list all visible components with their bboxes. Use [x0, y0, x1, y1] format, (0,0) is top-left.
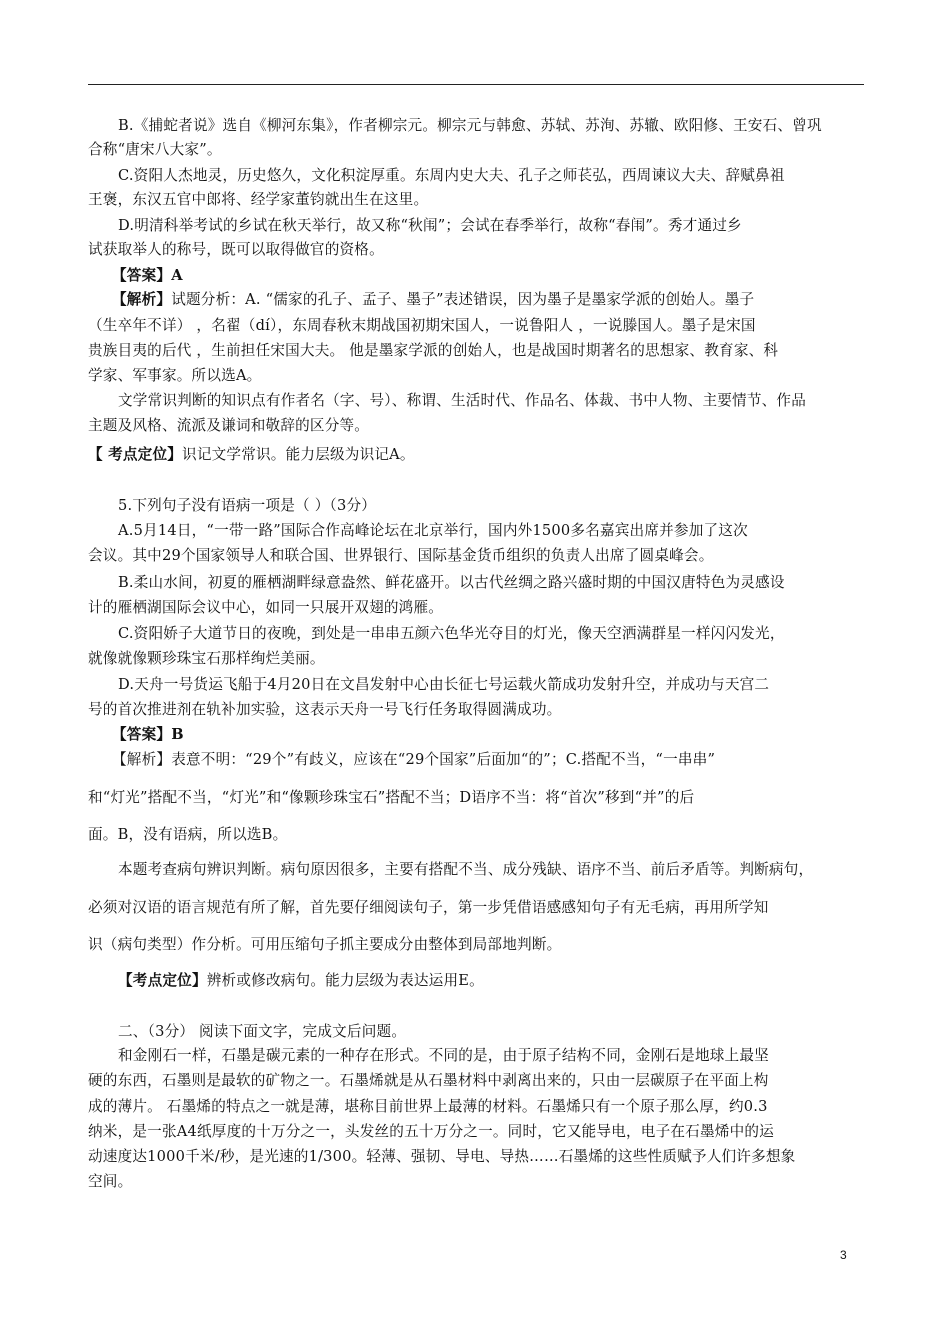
answer-value: A: [171, 267, 183, 284]
note-5-line-3: 识（病句类型）作分析。可用压缩句子抓主要成分由整体到局部地判断。: [88, 936, 562, 953]
option-c-line-1: C.资阳人杰地灵，历史悠久，文化积淀厚重。东周内史大夫、孔子之师苌弘，西周谏议大夫、辞赋鼻祖: [118, 167, 785, 184]
q5-option-b-line-1: B.柔山水间，初夏的雁栖湖畔绿意盎然、鲜花盛开。以古代丝绸之路兴盛时期的中国汉唐特色为灵感设: [118, 574, 785, 591]
analysis-1-line-1: [112, 290, 754, 310]
page-number: 3: [840, 1248, 847, 1262]
q5-option-c-line-2: 就像就像颗珍珠宝石那样绚烂美丽。: [88, 650, 325, 667]
option-b-line-2: 合称“唐宋八大家”。: [88, 141, 222, 158]
option-d-line-2: 试获取举人的称号，既可以取得做官的资格。: [88, 241, 384, 258]
q5-option-d-line-1: D.天舟一号货运飞船于4月20日在文昌发射中心由长征七号运载火箭成功发射升空，并成功与天宫二: [118, 676, 770, 693]
answer-label: 【答案】: [112, 726, 172, 743]
answer-1: [112, 266, 183, 286]
analysis-5-line-1: [112, 750, 715, 770]
q5-option-d-line-2: 号的首次推进剂在轨补加实验，这表示天舟一号飞行任务取得圆满成功。: [88, 701, 562, 718]
option-d-line-1: D.明清科举考试的乡试在秋天举行，故又称“秋闱”；会试在春季举行，故称“春闱”。秀才通过乡: [118, 217, 742, 234]
option-b-line-1: B.《捕蛇者说》选自《柳河东集》，作者柳宗元。柳宗元与韩愈、苏轼、苏洵、苏辙、欧阳修、王安石、曾巩: [118, 117, 822, 134]
passage-line-5: 动速度达1000千米/秒，是光速的1/300。轻薄、强韧、导电、导热……石墨烯的这些性质赋予人们许多想象: [88, 1148, 796, 1165]
analysis-label: 【解析】: [112, 291, 172, 308]
question-5-stem: 5.下列句子没有语病一项是（ ）（3分）: [118, 497, 377, 514]
answer-value: B: [171, 726, 184, 743]
passage-line-2: 硬的东西，石墨则是最软的矿物之一。石墨烯就是从石墨材料中剥离出来的，只由一层碳原子在平面上构: [88, 1072, 769, 1089]
passage-line-4: 纳米，是一张A4纸厚度的十万分之一，头发丝的五十万分之一。同时，它又能导电，电子在石墨烯中的运: [88, 1123, 774, 1140]
note-1-line-2: 主题及风格、流派及谦词和敬辞的区分等。: [88, 417, 370, 434]
analysis-text: 试题分析：A. “儒家的孔子、孟子、墨子”表述错误，因为墨子是墨家学派的创始人。墨子: [171, 291, 755, 308]
kaodian-label: 【考点定位】: [118, 972, 207, 989]
q5-option-a-line-1: A.5月14日，“一带一路”国际合作高峰论坛在北京举行，国内外1500多名嘉宾出席并参加了这次: [118, 522, 748, 539]
analysis-1-line-2: （生卒年不详） ，名翟（dí），东周春秋末期战国初期宋国人，一说鲁阳人 ，一说滕国人。墨子是宋国: [88, 317, 756, 334]
kaodian-1: [88, 445, 415, 465]
analysis-5-line-2: 和“灯光”搭配不当，“灯光”和“像颗珍珠宝石”搭配不当；D语序不当：将“首次”移到“并”的后: [88, 789, 695, 806]
kaodian-text: 识记文学常识。能力层级为识记A。: [182, 446, 415, 463]
kaodian-label: 【 考点定位】: [88, 446, 183, 463]
answer-5: [112, 725, 184, 745]
note-5-line-1: 本题考查病句辨识判断。病句原因很多，主要有搭配不当、成分残缺、语序不当、前后矛盾等。判断病句，: [118, 861, 814, 878]
analysis-1-line-4: 学家、军事家。所以选A。: [88, 367, 262, 384]
answer-label: 【答案】: [112, 267, 172, 284]
kaodian-5: [118, 971, 484, 991]
note-1-line-1: 文学常识判断的知识点有作者名（字、号）、称谓、生活时代、作品名、体裁、书中人物、主要情节、作品: [118, 392, 807, 409]
q5-option-a-line-2: 会议。其中29个国家领导人和联合国、世界银行、国际基金货币组织的负责人出席了圆桌峰会。: [88, 547, 714, 564]
analysis-label: 【解析】: [112, 751, 172, 768]
section-2-heading: 二、（3分） 阅读下面文字，完成文后问题。: [118, 1023, 407, 1040]
passage-line-3: 成的薄片。 石墨烯的特点之一就是薄，堪称目前世界上最薄的材料。石墨烯只有一个原子那么厚，约0.3: [88, 1098, 768, 1115]
q5-option-c-line-1: C.资阳娇子大道节日的夜晚，到处是一串串五颜六色华光夺目的灯光，像天空洒满群星一样闪闪发光，: [118, 625, 785, 642]
analysis-5-line-3: 面。B，没有语病，所以选B。: [88, 826, 288, 843]
option-c-line-2: 王褒，东汉五官中郎将、经学家董钧就出生在这里。: [88, 191, 429, 208]
q5-option-b-line-2: 计的雁栖湖国际会议中心，如同一只展开双翅的鸿雁。: [88, 599, 444, 616]
header-rule: [88, 84, 864, 85]
passage-line-6: 空间。: [88, 1173, 133, 1190]
analysis-text: 表意不明：“29个”有歧义，应该在“29个国家”后面加“的”；C.搭配不当，“一串串”: [171, 751, 716, 768]
analysis-1-line-3: 贵族目夷的后代 ，生前担任宋国大夫。 他是墨家学派的创始人，也是战国时期著名的思想家、教育家、科: [88, 342, 779, 359]
passage-line-1: 和金刚石一样，石墨是碳元素的一种存在形式。不同的是，由于原子结构不同，金刚石是地球上最坚: [118, 1047, 769, 1064]
kaodian-text: 辨析或修改病句。能力层级为表达运用E。: [206, 972, 484, 989]
note-5-line-2: 必须对汉语的语言规范有所了解，首先要仔细阅读句子，第一步凭借语感感知句子有无毛病，再用所学知: [88, 899, 769, 916]
